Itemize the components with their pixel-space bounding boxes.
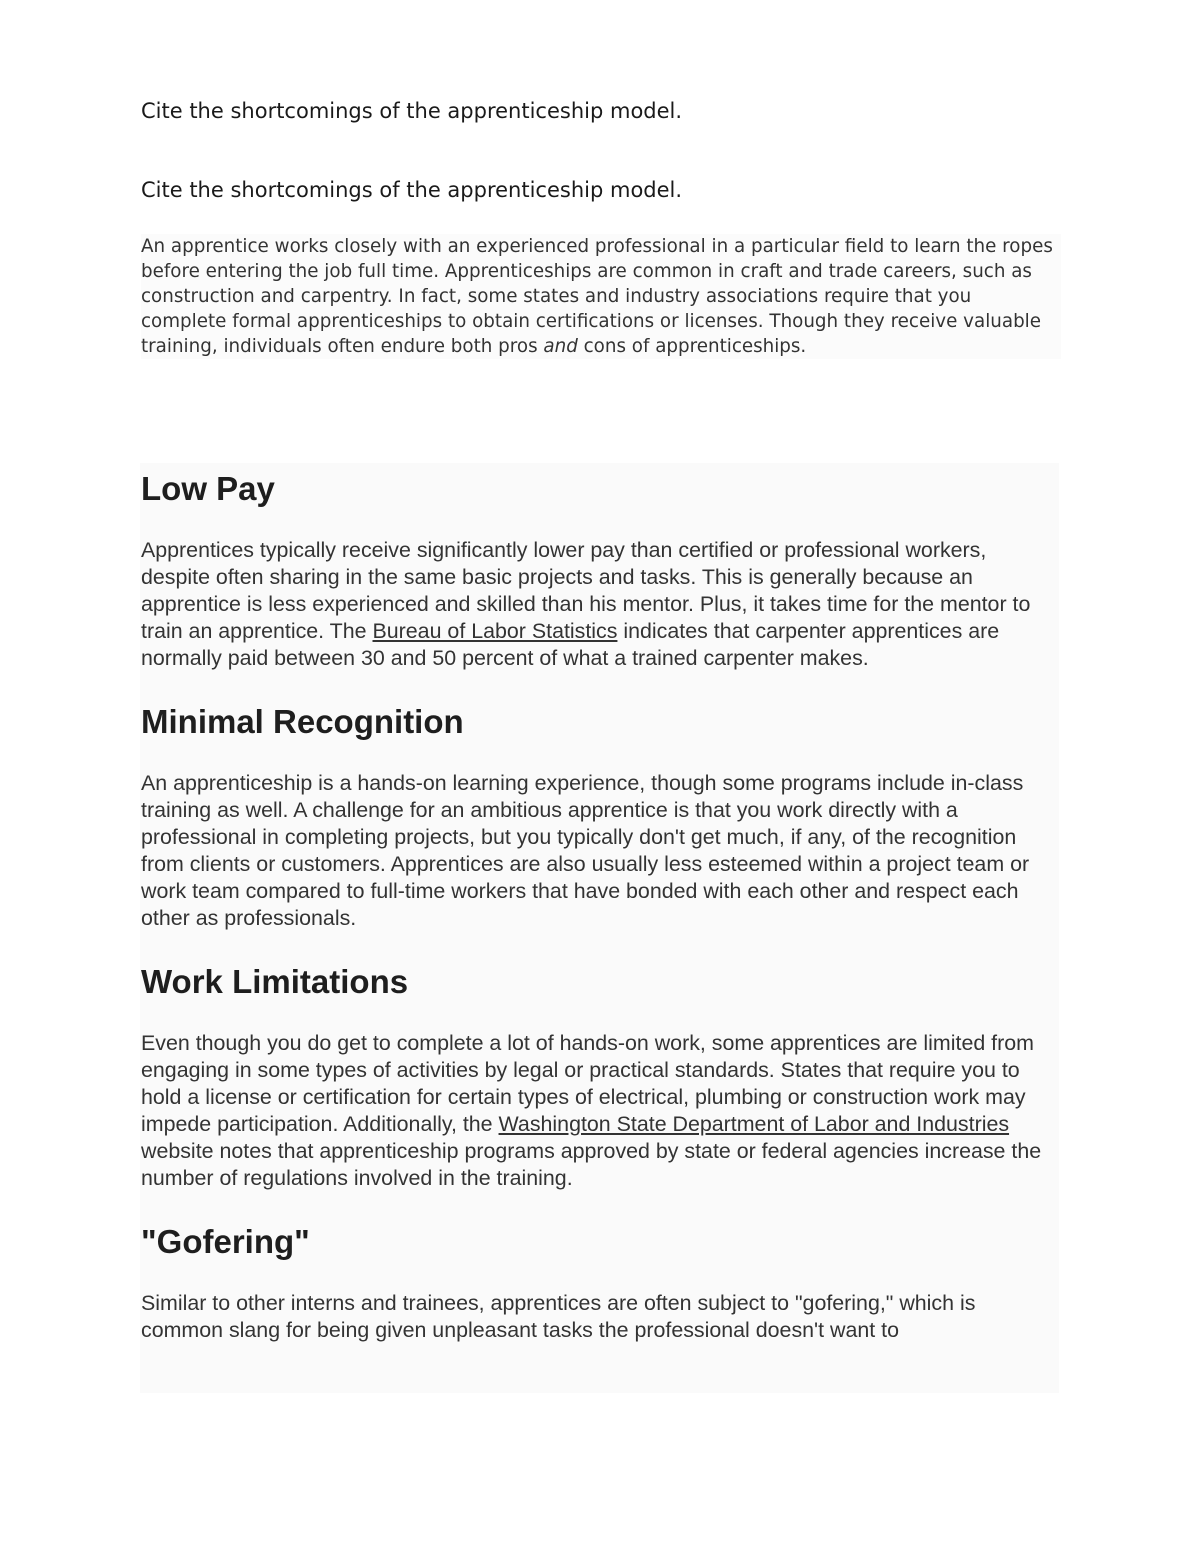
paragraph-minimal-recognition: An apprenticeship is a hands-on learning experience, though some programs include in-class training as well. A challenge for an ambitious apprentice is that you work directly with a professional in completing projects, but you typically don't get much, if any, of the recognition from clients or customers. Apprentices are also usually less esteemed within a project team or work team compared to full-time workers that have bonded with each other and respect each other as professionals. [141,771,1030,930]
work-limitations-text: Even though you do get to complete a lot of hands-on work, some apprentices are limited from engaging in some types of activities by legal or practical standards. States that require you to hold a license or certification for certain types of electrical, plumbing or construction work may impede participation. Additionally, the [141,1031,1034,1136]
bureau-of-labor-statistics-link[interactable]: Bureau of Labor Statistics [372,619,618,643]
intro-emphasis: and [543,336,578,358]
article-body [140,463,1059,1393]
document-title: Cite the shortcomings of the apprenticeship model. [141,99,683,123]
intro-text: An apprentice works closely with an experienced professional in a particular field to learn the ropes before entering the job full time. Apprenticeships are common in craft and trade careers, such as construction and carpentry. In fact, some states and industry associations require that you complete formal apprenticeships to obtain certifications or licenses. Though they receive valuable training, individuals often endure both pros [141,236,1053,358]
heading-low-pay: Low Pay [141,470,275,507]
washington-labor-department-link[interactable]: Washington State Department of Labor and Industries [498,1112,1010,1136]
heading-gofering: "Gofering" [141,1223,310,1260]
intro-paragraph [141,234,1061,359]
paragraph-gofering: Similar to other interns and trainees, apprentices are often subject to "gofering," which is common slang for being given unpleasant tasks the professional doesn't want to [141,1291,976,1342]
heading-minimal-recognition: Minimal Recognition [141,703,464,740]
paragraph-work-limitations [140,1030,1059,1192]
document-title-repeat: Cite the shortcomings of the apprenticeship model. [141,178,683,202]
heading-work-limitations: Work Limitations [141,963,409,1000]
intro-text-end: cons of apprenticeships. [577,336,807,358]
paragraph-low-pay [140,537,1059,672]
low-pay-text: Apprentices typically receive significantly lower pay than certified or professional workers, despite often sharing in the same basic projects and tasks. This is generally because an apprentice is less experienced and skilled than his mentor. Plus, it takes time for the mentor to train an apprentice. The [141,538,1031,643]
work-limitations-text-end: website notes that apprenticeship programs approved by state or federal agencies increase the number of regulations involved in the training. [141,1139,1042,1190]
low-pay-text-end: indicates that carpenter apprentices are normally paid between 30 and 50 percent of what a trained carpenter makes. [141,619,1000,670]
